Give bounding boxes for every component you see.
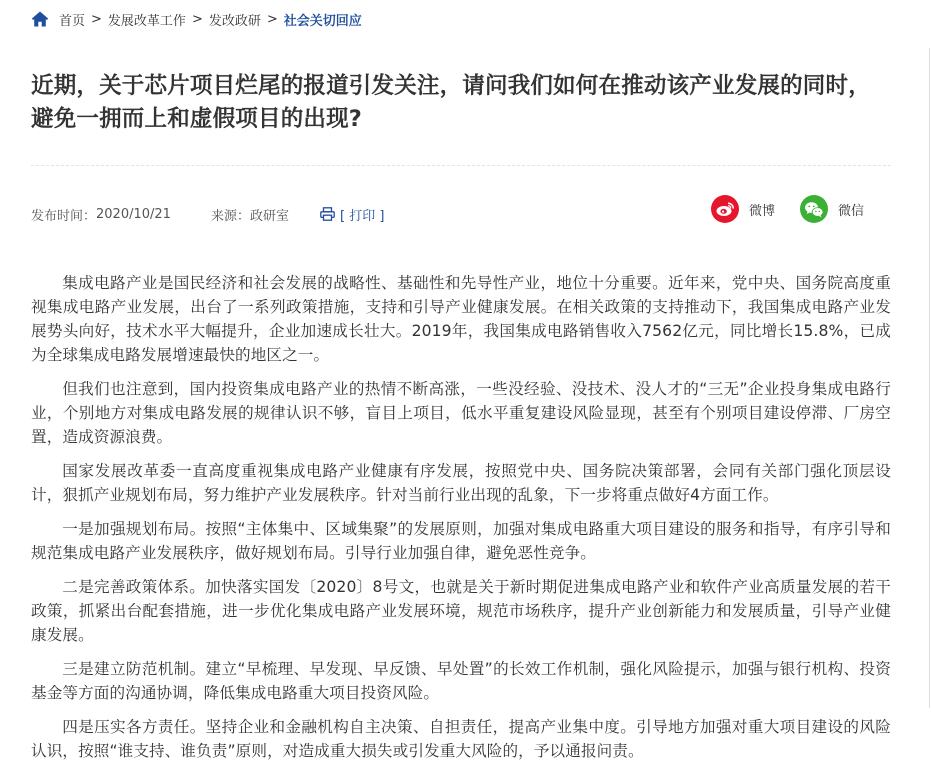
article-paragraph: 集成电路产业是国民经济和社会发展的战略性、基础性和先导性产业，地位十分重要。近年来，党中央、国务院高度重视集成电路产业发展，出台了一系列政策措施，支持和引导产业健康发展。在相关政策的支持推动下，我国集成电路产业发展势头向好，技术水平大幅提升，企业加速成长壮大。2019年，我国集成电路销售收入7562亿元，同比增长15.8%，已成为全球集成电路发展增速最快的地区之一。 — [31, 274, 891, 364]
breadcrumb-current[interactable]: 社会关切回应 — [283, 13, 362, 29]
source-value: 政研室 — [249, 208, 289, 224]
article-title: 近期，关于芯片项目烂尾的报道引发关注，请问我们如何在推动该产业发展的同时，避免一拥而上和虚假项目的出现? — [31, 73, 871, 132]
breadcrumb-separator: > — [91, 11, 102, 27]
article-paragraph: 但我们也注意到，国内投资集成电路产业的热情不断高涨，一些没经验、没技术、没人才的“三无”企业投身集成电路行业，个别地方对集成电路发展的规律认识不够，盲目上项目，低水平重复建设风险显现，甚至有个别项目建设停滞、厂房空置，造成资源浪费。 — [31, 380, 891, 446]
home-icon[interactable] — [31, 10, 49, 28]
breadcrumb-development-reform[interactable]: 发展改革工作 — [107, 13, 186, 29]
article-paragraph: 二是完善政策体系。加快落实国发〔2020〕8号文，也就是关于新时期促进集成电路产业和软件产业高质量发展的若干政策，抓紧出台配套措施，进一步优化集成电路产业发展环境，规范市场秩序，提升产业创新能力和发展质量，引导产业健康发展。 — [31, 578, 891, 644]
printer-icon — [320, 207, 335, 221]
breadcrumb-separator: > — [191, 11, 203, 27]
source-label: 来源： — [210, 208, 250, 224]
article-paragraph: 四是压实各方责任。坚持企业和金融机构自主决策、自担责任，提高产业集中度。引导地方加强对重大项目建设的风险认识，按照“谁支持、谁负责”原则，对造成重大损失或引发重大风险的，予以通报问责。 — [31, 718, 891, 760]
article-body — [31, 271, 891, 773]
weibo-label: 微博 — [749, 203, 776, 219]
breadcrumb — [31, 8, 362, 30]
breadcrumb-policy-research[interactable]: 发改政研 — [208, 13, 261, 29]
article-paragraph: 一是加强规划布局。按照“主体集中、区域集聚”的发展原则，加强对集成电路重大项目建设的服务和指导，有序引导和规范集成电路产业发展秩序，做好规划布局。引导行业加强自律，避免恶性竞争。 — [31, 520, 891, 562]
breadcrumb-separator: > — [266, 11, 278, 27]
publish-date-label: 发布时间： — [31, 208, 97, 224]
share-weibo-button[interactable] — [711, 195, 775, 223]
breadcrumb-home[interactable]: 首页 — [59, 13, 86, 29]
article-meta — [31, 204, 384, 224]
print-button[interactable] — [320, 205, 384, 224]
wechat-label: 微信 — [838, 203, 865, 219]
article-paragraph: 三是建立防范机制。建立“早梳理、早发现、早反馈、早处置”的长效工作机制，强化风险提示，加强与银行机构、投资基金等方面的沟通协调，降低集成电路重大项目投资风险。 — [31, 660, 891, 702]
title-divider — [31, 165, 891, 166]
article-paragraph: 国家发展改革委一直高度重视集成电路产业健康有序发展，按照党中央、国务院决策部署，会同有关部门强化顶层设计，狠抓产业规划布局，努力维护产业发展秩序。针对当前行业出现的乱象，下一步将重点做好4方面工作。 — [31, 462, 891, 504]
share-wechat-button[interactable] — [800, 195, 864, 223]
print-label: [ 打印 ] — [339, 208, 385, 224]
weibo-icon — [711, 195, 739, 223]
publish-date: 2020/10/21 — [96, 206, 171, 222]
sidebar-divider — [929, 48, 930, 708]
wechat-icon — [800, 195, 828, 223]
